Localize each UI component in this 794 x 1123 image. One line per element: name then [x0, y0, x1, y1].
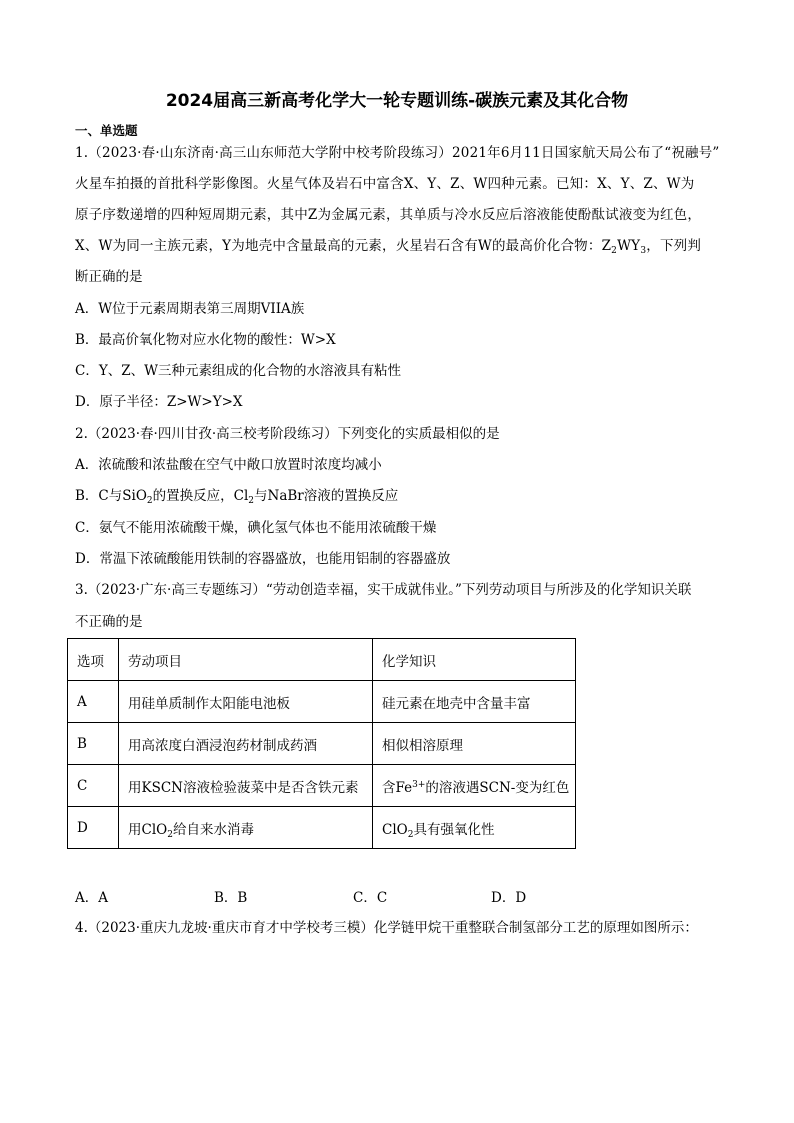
question-1-line-2: 火星车拍摄的首批科学影像图。火星气体及岩石中富含X、Y、Z、W四种元素。已知：X、Y、Z、W为 [75, 176, 695, 192]
table-cell: 用ClO$_2$给自来水消毒 [119, 807, 373, 849]
table-cell: 相似相溶原理 [373, 723, 576, 765]
question-2-option-d: D．常温下浓硫酸能用铁制的容器盛放，也能用铝制的容器盛放 [75, 551, 451, 567]
question-3-answer-b: B．B [214, 890, 248, 906]
table-cell: ClO$_2$具有强氧化性 [373, 807, 576, 849]
question-2-option-c: C．氨气不能用浓硫酸干燥，碘化氢气体也不能用浓硫酸干燥 [75, 520, 437, 536]
table-header-row [68, 639, 576, 681]
table-row [68, 681, 576, 723]
question-1-option-b: B．最高价氧化物对应水化物的酸性：W>X [75, 332, 336, 348]
question-1-line-4: X、W为同一主族元素，Y为地壳中含量最高的元素，火星岩石含有W的最高价化合物：$Z_2WY_3$，下列判 [75, 238, 702, 256]
section-heading: 一、单选题 [75, 123, 138, 138]
question-3-answer-d: D．D [491, 890, 527, 906]
question-2-option-a: A．浓硫酸和浓盐酸在空气中敞口放置时浓度均减小 [75, 457, 382, 473]
question-1-line-1: 1.（2023·春·山东济南·高三山东师范大学附中校考阶段练习）2021年6月11日国家航天局公布了“祝融号” [75, 145, 720, 161]
question-4-stem: 4.（2023·重庆九龙坡·重庆市育才中学校考三模）化学链甲烷干重整联合制氢部分工艺的原理如图所示： [75, 920, 698, 936]
question-1-line-3: 原子序数递增的四种短周期元素，其中Z为金属元素，其单质与冷水反应后溶液能使酚酞试液变为红色， [75, 207, 702, 223]
table-cell: 含$Fe^{3+}$的溶液遇SCN-变为红色 [373, 765, 576, 807]
table-cell: 硅元素在地壳中含量丰富 [373, 681, 576, 723]
question-2-option-b: B．C与SiO$_2$的置换反应，$Cl_2$与NaBr溶液的置换反应 [75, 488, 399, 506]
formula: $Z_2WY_3$ [601, 238, 647, 256]
question-3-stem-line-1: 3.（2023·广东·高三专题练习）“劳动创造幸福，实干成就伟业。”下列劳动项目与所涉及的化学知识关联 [75, 582, 692, 598]
question-3-answer-c: C．C [353, 890, 388, 906]
question-1-option-d: D．原子半径：Z>W>Y>X [75, 394, 243, 410]
table-cell: D [68, 807, 119, 849]
question-3-answer-a: A．A [75, 890, 108, 906]
table-cell: 用KSCN溶液检验菠菜中是否含铁元素 [119, 765, 373, 807]
table-cell: 用高浓度白酒浸泡药材制成药酒 [119, 723, 373, 765]
table-cell: B [68, 723, 119, 765]
table-header-cell: 化学知识 [373, 639, 576, 681]
table-row [68, 765, 576, 807]
question-2-stem: 2.（2023·春·四川甘孜·高三校考阶段练习）下列变化的实质最相似的是 [75, 426, 500, 442]
table-header-cell: 选项 [68, 639, 119, 681]
table-row [68, 807, 576, 849]
table-cell: A [68, 681, 119, 723]
question-3-table [67, 638, 576, 849]
document-title: 2024届高三新高考化学大一轮专题训练-碳族元素及其化合物 [165, 91, 629, 111]
table-cell: C [68, 765, 119, 807]
table-row [68, 723, 576, 765]
question-1-line-5: 断正确的是 [75, 269, 143, 285]
table-cell: 用硅单质制作太阳能电池板 [119, 681, 373, 723]
question-3-stem-line-2: 不正确的是 [75, 614, 143, 630]
question-1-option-a: A．W位于元素周期表第三周期VIIA族 [75, 301, 305, 317]
question-1-option-c: C．Y、Z、W三种元素组成的化合物的水溶液具有粘性 [75, 363, 401, 379]
table-header-cell: 劳动项目 [119, 639, 373, 681]
